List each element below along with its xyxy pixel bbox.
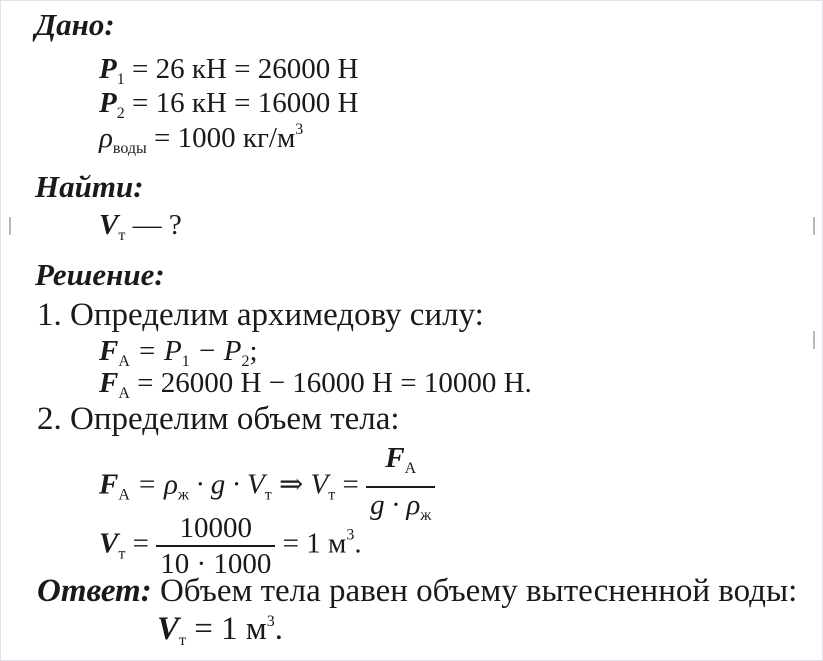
step1-eq2: $F_A = 26000$ Н − 16000 Н = 10000 Н. bbox=[99, 367, 532, 402]
step2-eq1: $F_A = \rho_ж \cdot g \cdot V_т$ ⇒ $V_т$ = $\frac{F_A}{g \cdot \rho_ж}$ bbox=[99, 441, 435, 533]
find-volume: $V_т$ — ? bbox=[99, 209, 182, 244]
left-edge-mark bbox=[9, 217, 11, 235]
given-heading: Дано: bbox=[35, 7, 115, 42]
step2-title: 2. Определим объем тела: bbox=[37, 401, 400, 437]
given-p2: $P_2 = 16$ кН = 16000 Н bbox=[99, 87, 359, 122]
step2-eq2: $V_т$ = $\frac{10000}{10 \cdot 1000}$ = 1 $м^3$. bbox=[99, 512, 362, 580]
solution-heading: Решение: bbox=[35, 257, 165, 292]
answer-formula: $V_т = 1$ $м^3$. bbox=[157, 611, 284, 649]
step1-eq1: $F_A = P_1 - P_2$; bbox=[99, 335, 258, 370]
given-p1: $P_1 = 26$ кН = 26000 Н bbox=[99, 53, 359, 88]
answer-label: Ответ: bbox=[37, 573, 152, 609]
step2-eq1-fraction: $\frac{F_A}{g \cdot \rho_ж}$ bbox=[366, 441, 435, 533]
right-edge-mark-2 bbox=[813, 331, 815, 349]
find-heading: Найти: bbox=[35, 169, 144, 204]
step1-title: 1. Определим архимедову силу: bbox=[37, 297, 484, 333]
given-rho: $\rho_{воды} = 1000$ $кг/м^3$ bbox=[99, 121, 304, 157]
answer-line: Ответ: Объем тела равен объему вытесненной воды: bbox=[37, 573, 798, 609]
step2-eq2-fraction: $\frac{10000}{10 \cdot 1000}$ bbox=[156, 511, 275, 581]
right-edge-mark bbox=[813, 217, 815, 235]
